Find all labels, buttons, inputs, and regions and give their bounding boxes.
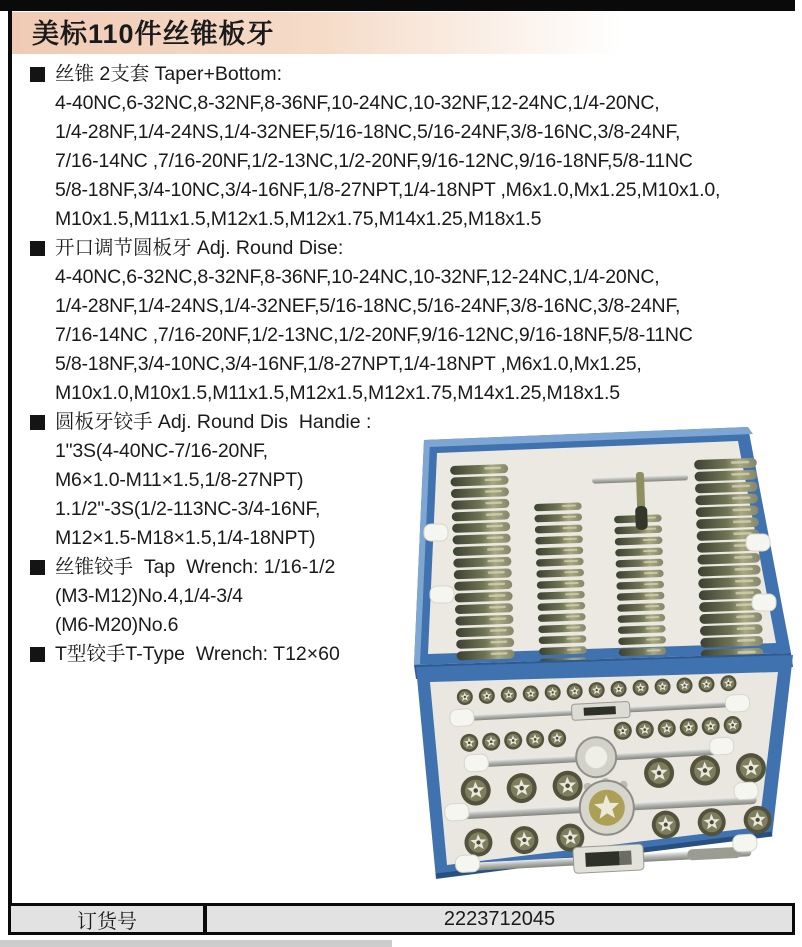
section-heading: 丝锥 2支套 Taper+Bottom: [55, 63, 283, 85]
tap-die-set-illustration [410, 424, 798, 902]
spec-line: 7/16-14NC ,7/16-20NF,1/2-13NC,1/2-20NF,9/16-12NC,9/16-18NF,5/8-11NC [55, 324, 693, 346]
spec-line: 5/8-18NF,3/4-10NC,3/4-16NF,1/8-27NPT,1/4-18NPT ,M6x1.0,Mx1.25,M10x1.0, [55, 179, 721, 201]
spec-line: 1.1/2"-3S(1/2-113NC-3/4-16NF, [55, 498, 321, 520]
spec-line: 7/16-14NC ,7/16-20NF,1/2-13NC,1/2-20NF,9/16-12NC,9/16-18NF,5/8-11NC [55, 150, 693, 172]
bullet-square-icon [30, 415, 45, 430]
spec-line: 1/4-28NF,1/4-24NS,1/4-32NEF,5/16-18NC,5/16-24NF,3/8-16NC,3/8-24NF, [55, 295, 681, 317]
product-photo [410, 424, 798, 902]
bullet-square-icon [30, 560, 45, 575]
page-title-band [12, 12, 795, 54]
left-border [8, 11, 12, 903]
order-table [8, 903, 795, 935]
bullet-square-icon [30, 67, 45, 82]
bullet-square-icon [30, 647, 45, 662]
spec-line: 5/8-18NF,3/4-10NC,3/4-16NF,1/8-27NPT,1/4-18NPT ,M6x1.0,Mx1.25, [55, 353, 642, 375]
spec-line: M6×1.0-M11×1.5,1/8-27NPT) [55, 469, 304, 491]
spec-line: M10x1.0,M10x1.5,M11x1.5,M12x1.5,M12x1.75,M14x1.25,M18x1.5 [55, 382, 620, 404]
section-heading: T型铰手T-Type Wrench: T12×60 [55, 643, 340, 665]
spec-line: 4-40NC,6-32NC,8-32NF,8-36NF,10-24NC,10-32NF,12-24NC,1/4-20NC, [55, 92, 660, 114]
page-title: 美标110件丝锥板牙 [32, 19, 275, 49]
spec-line: (M6-M20)No.6 [55, 614, 179, 636]
order-number-label: 订货号 [11, 906, 207, 932]
section-taps [30, 60, 795, 234]
bullet-square-icon [30, 241, 45, 256]
section-heading: 圆板牙铰手 Adj. Round Dis Handie : [55, 411, 372, 433]
spec-line: 4-40NC,6-32NC,8-32NF,8-36NF,10-24NC,10-32NF,12-24NC,1/4-20NC, [55, 266, 660, 288]
section-round-dies [30, 234, 795, 408]
spec-line: (M3-M12)No.4,1/4-3/4 [55, 585, 243, 607]
bottom-strip [0, 940, 392, 947]
spec-line: M10x1.5,M11x1.5,M12x1.5,M12x1.75,M14x1.25,M18x1.5 [55, 208, 542, 230]
section-heading-row [30, 234, 795, 263]
section-heading-row [30, 60, 795, 89]
section-heading: 丝锥铰手 Tap Wrench: 1/16-1/2 [55, 556, 336, 578]
spec-line: M12×1.5-M18×1.5,1/4-18NPT) [55, 527, 316, 549]
order-number-value: 2223712045 [443, 907, 556, 930]
top-border [0, 0, 795, 11]
spec-line: 1"3S(4-40NC-7/16-20NF, [55, 440, 268, 462]
section-heading: 开口调节圆板牙 Adj. Round Dise: [55, 237, 344, 259]
spec-line: 1/4-28NF,1/4-24NS,1/4-32NEF,5/16-18NC,5/16-24NF,3/8-16NC,3/8-24NF, [55, 121, 681, 143]
